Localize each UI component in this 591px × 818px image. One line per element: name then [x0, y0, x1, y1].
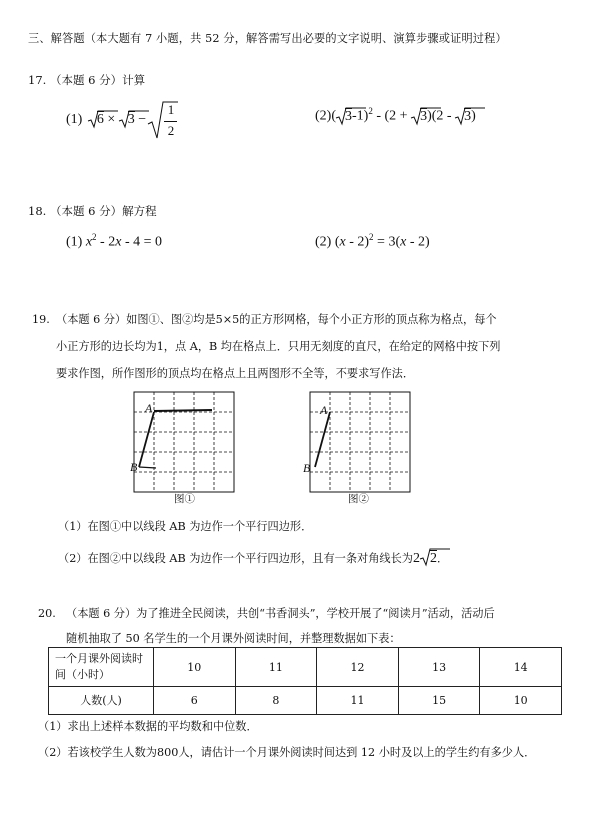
sqrt-3	[119, 112, 135, 128]
var-x: x	[115, 234, 122, 250]
point-b-label-fig1	[130, 460, 137, 475]
q20-part2: （2）若该校学生人数为800人，请估计一个月课外阅读时间达到 12 小时及以上的学生约有多少人．	[38, 746, 536, 759]
section-header: 三、解答题（本大题有 7 小题，共 52 分，解答需写出必要的文字说明、演算步骤或证明过程）	[28, 32, 507, 45]
radicand: 3	[127, 112, 135, 127]
radical-sign-icon	[336, 108, 348, 126]
table-cell: 10	[154, 648, 236, 687]
sqrt-3	[411, 109, 427, 125]
reading-time-table	[48, 647, 562, 715]
table-cell: 13	[398, 648, 480, 687]
text: ．	[436, 552, 449, 565]
exponent: 2	[92, 232, 97, 242]
figure-1-caption: 图①	[174, 493, 195, 505]
q18-part2	[315, 232, 430, 251]
label: A	[320, 403, 328, 417]
label: A	[145, 401, 153, 415]
row-header-hours: 一个月课外阅读时间（小时）	[49, 648, 154, 687]
q19-line2: 小正方形的边长均为1，点 A，B 均在格点上．只用无刻度的直尺，在给定的网格中按下列	[56, 340, 501, 353]
q19-part1: （1）在图①中以线段 AB 为边作一个平行四边形．	[58, 520, 313, 533]
text: - 2	[96, 234, 116, 250]
q18-part1	[66, 232, 162, 251]
text: )	[471, 108, 476, 124]
table-cell: 11	[235, 648, 317, 687]
q20-number: 20.	[38, 607, 56, 620]
row-header-count: 人数(人)	[49, 687, 154, 715]
q17-part2	[315, 106, 476, 125]
table-row	[49, 648, 562, 687]
sqrt-2	[420, 551, 437, 566]
text: - 2)	[345, 234, 370, 250]
table-cell: 15	[398, 687, 480, 715]
table-cell: 6	[154, 687, 236, 715]
q19-part2	[58, 551, 448, 566]
q17-heading: 17. （本题 6 分）计算	[28, 73, 146, 87]
var-x: x	[339, 234, 346, 250]
text: - (2 +	[372, 108, 412, 124]
sqrt-3	[336, 109, 352, 125]
exponent: 2	[368, 106, 373, 116]
q20-line1: （本题 6 分）为了推进全民阅读，共创“书香洞头”，学校开展了“阅读月”活动，活动后	[66, 607, 495, 620]
radicand: 2	[429, 551, 437, 566]
point-b-label-fig2	[303, 461, 310, 476]
pencil-stroke	[139, 467, 156, 468]
text: - 2)	[406, 234, 430, 250]
q20-part1: （1）求出上述样本数据的平均数和中位数．	[38, 720, 258, 733]
minus-sign: −	[138, 112, 147, 127]
fraction-bar	[164, 121, 177, 122]
q17-p1-prefix: (1)	[66, 112, 83, 127]
table-cell: 10	[480, 687, 562, 715]
sqrt-6	[88, 112, 104, 128]
text: - 4 = 0	[121, 234, 162, 250]
q18-heading: 18. （本题 6 分）解方程	[28, 204, 157, 218]
radical-sign-icon	[88, 111, 100, 129]
segment-ab	[139, 412, 154, 467]
table-cell: 8	[235, 687, 317, 715]
radical-sign-icon	[119, 111, 131, 129]
point-a-label-fig2	[320, 403, 327, 418]
frac-den: 2	[167, 123, 175, 138]
text: (2)(	[315, 108, 336, 124]
figure-2-caption: 图②	[348, 493, 369, 505]
q20-line2: 随机抽取了 50 名学生的一个月课外阅读时间，并整理数据如下表：	[66, 632, 401, 645]
radical-sign-icon	[411, 108, 423, 126]
radicand: 3	[420, 108, 428, 124]
table-cell: 12	[317, 648, 399, 687]
q19-line3: 要求作图，所作图形的顶点均在格点上且两图形不全等，不要求写作法．	[56, 367, 415, 380]
q19-number: 19.	[32, 313, 50, 326]
table-row	[49, 687, 562, 715]
exponent: 2	[369, 232, 374, 242]
pencil-stroke	[154, 410, 212, 411]
text: -1)	[352, 108, 369, 124]
radical-sign-icon	[455, 108, 467, 126]
sqrt-3	[455, 109, 471, 125]
text: (1)	[66, 234, 86, 250]
coef: 2	[412, 551, 420, 566]
text: （2）在图②中以线段 AB 为边作一个平行四边形，且有一条对角线长为	[58, 552, 413, 565]
point-a-label-fig1	[145, 401, 152, 416]
text: (2) (	[315, 234, 340, 250]
text: = 3(	[373, 234, 401, 250]
q19-line1: （本题 6 分）如图①、图②均是5×5的正方形网格，每个小正方形的顶点称为格点，每个	[56, 313, 497, 326]
frac-num: 1	[167, 102, 175, 117]
table-cell: 14	[480, 648, 562, 687]
table-cell: 11	[317, 687, 399, 715]
q17-part1	[66, 112, 146, 128]
radicand: 3	[464, 108, 472, 124]
radicand: 6	[96, 112, 104, 127]
radicand: 3	[345, 108, 352, 124]
radical-sign-icon	[420, 549, 432, 567]
var-x: x	[400, 234, 407, 250]
label: B	[303, 461, 311, 475]
var-x: x	[85, 234, 93, 250]
segment-ab	[315, 412, 330, 467]
text: )(2 -	[427, 108, 456, 124]
times-sign: ×	[107, 112, 116, 127]
label: B	[130, 460, 138, 474]
